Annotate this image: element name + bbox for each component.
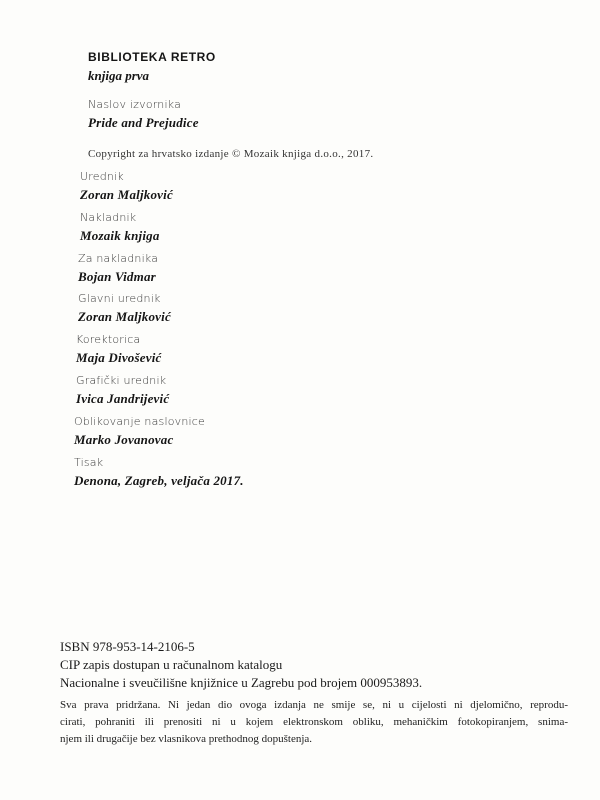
credit-value: Denona, Zagreb, veljača 2017. [74,473,244,488]
series-subtitle: knjiga prva [88,68,150,83]
credit-label: Glavni urednik [78,292,161,305]
series-block [88,50,216,84]
credit-for-publisher [78,252,158,285]
credit-value: Bojan Vidmar [78,269,156,284]
credit-label: Urednik [80,170,124,183]
credit-editor [80,170,173,203]
credit-label: Naslov izvornika [88,98,182,111]
credit-value: Maja Divošević [76,350,162,365]
rights-line: Sva prava pridržana. Ni jedan dio ovoga izdanja ne smije se, ni u cijelosti ni djelomično, reprodu- [60,699,568,711]
credit-label: Korektorica [76,333,141,346]
rights-line: njem ili drugačije bez vlasnikova prethodnog dopuštenja. [60,733,313,745]
credit-value: Ivica Jandrijević [76,391,170,406]
credit-publisher [80,211,160,244]
credit-value: Marko Jovanovac [74,432,174,447]
credit-graphic-editor [76,374,169,407]
credit-label: Tisak [74,456,104,469]
credit-label: Nakladnik [80,211,137,224]
rights-notice [60,697,568,748]
copyright-line: Copyright za hrvatsko izdanje © Mozaik knjiga d.o.o., 2017. [88,148,374,160]
cip-library-line: Nacionalne i sveučilišne knjižnice u Zagrebu pod brojem 000953893. [60,675,423,690]
credit-value: Zoran Maljković [80,187,173,202]
isbn-block [60,638,422,692]
rights-line: cirati, pohraniti ili prenositi ni u kojem elektronskom obliku, mehaničkim fotokopiranjem, snima- [60,716,568,728]
credit-label: Grafički urednik [76,374,167,387]
credit-label: Za nakladnika [78,252,159,265]
credit-cover-design [74,415,205,448]
credit-proofreader [76,333,161,366]
credit-value: Mozaik knjiga [80,228,160,243]
credit-value: Pride and Prejudice [88,115,199,130]
series-name: BIBLIOTEKA RETRO [88,50,216,64]
credit-printing [74,456,244,489]
cip-record-line: CIP zapis dostupan u računalnom katalogu [60,657,283,672]
credit-value: Zoran Maljković [78,309,171,324]
isbn-number: ISBN 978-953-14-2106-5 [60,639,195,654]
credit-editor-in-chief [78,292,171,325]
credit-label: Oblikovanje naslovnice [74,415,205,428]
credit-original-title [88,98,199,131]
